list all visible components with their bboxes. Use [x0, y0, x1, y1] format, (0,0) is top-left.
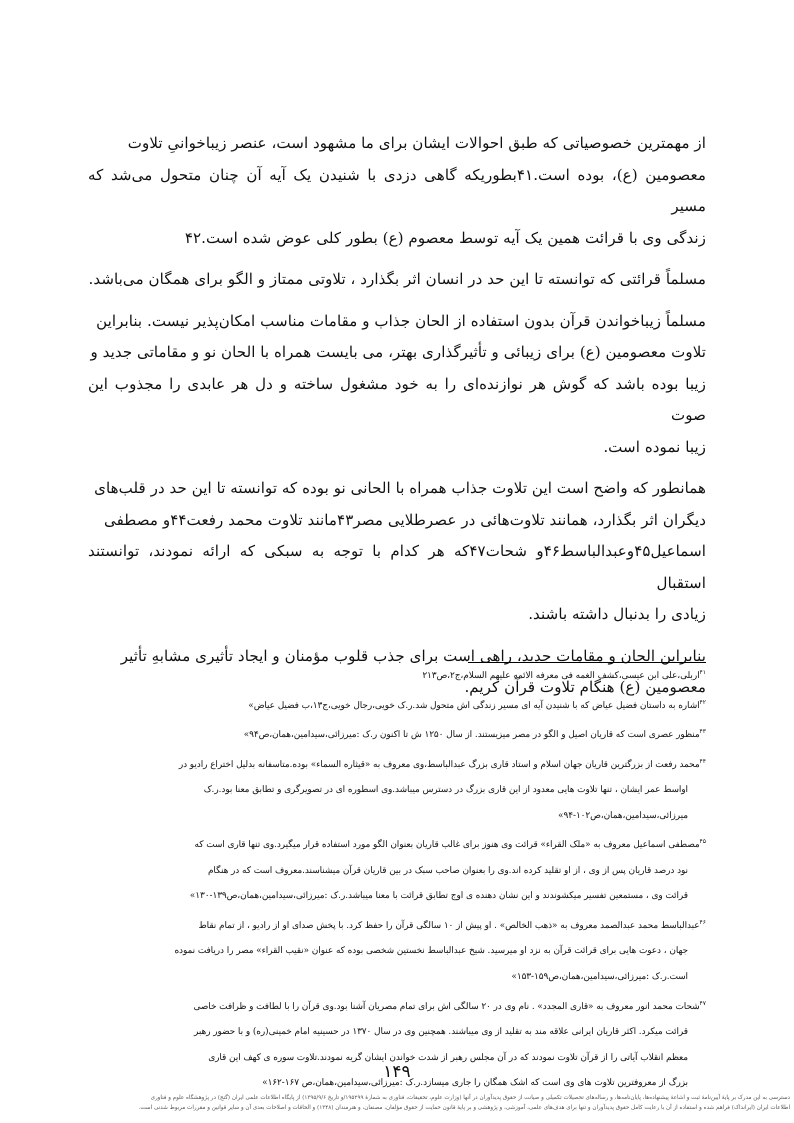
footnote-number: ۴۵ [699, 838, 706, 846]
paragraph-3 [88, 306, 706, 464]
footnote-number: ۴۲ [699, 698, 706, 706]
footer-line: دسترسی به این مدرک بر پایهٔ آیین‌نامهٔ ثبت و اشاعهٔ پیشنهاده‌ها، پایان‌نامه‌ها، و رساله‌های تحصیلات تکمیلی و صیانت از حقوق پدیدآوران در آنها (وزارت علوم، تحقیقات، فناوری به شمارهٔ ۱۹۵۲۹۹/و تاریخ ۱۳۹۵/۹/۶) از پایگاه اطلاعات علمی ایران (گنج) در پژوهشگاه علوم و فناوری [150, 1095, 790, 1101]
page-number: ۱۴۹ [383, 1062, 411, 1082]
footnote-text: معظم انقلاب آیاتی را از قرآن تلاوت نمودند که در آن مجلس رهبر از شدت خواندن ایشان گریه نمودند.تلاوت سوره ی کهف این قاری [208, 1052, 688, 1063]
footnote-text: مصطفی اسماعیل معروف به «ملک القراء» قرائت وی هنوز برای غالب قاریان بعنوان الگو مورد استفاده قرار میگیرد.وی تنها قاری است که [194, 840, 700, 851]
footnote-46 [88, 910, 706, 940]
footnote-44-cont [88, 804, 706, 830]
footer-line: اطلاعات ایران (ایرانداک) فراهم شده و استفاده از آن با رعایت کامل حقوق پدیدآوران و تنها برای هدف‌های علمی، آموزشی، و پژوهشی و بر پایهٔ قانون حمایت از حقوق مؤلفان، مصنفان، و هنرمندان (۱۳۴۸) و الحاقات و اصلاحات بعدی آن و سایر قوانین و مقررات مربوط شدنی است. [138, 1105, 790, 1111]
paragraph-line: زیبا بوده باشد که گوش هر نوازنده‌ای را به خود مشغول ساخته و دل هر عابدی را مجذوب این صوت [88, 374, 706, 424]
footnotes [88, 660, 706, 1097]
paragraph-line: مسلماً زیباخواندن قرآن بدون استفاده از الحان جذاب و مقامات مناسب امکان‌پذیر نیست. بنابراین [96, 311, 706, 330]
footnote-text: منظور عصری است که قاریان اصیل و الگو در مصر میزیستند. از سال ۱۲۵۰ ش تا اکنون ر.ک :میرزائی،سیدامین،همان،ص۹۴» [243, 729, 700, 740]
footnote-text: محمد رفعت از بزرگترین قاریان جهان اسلام و استاد قاری بزرگ عبدالباسط،وی معروف به «قیثاره السماء» بوده.متاسفانه بدلیل اختراع رادیو در [178, 759, 700, 770]
paragraph-line: معصومین (ع) هنگام تلاوت قرآن کریم. [464, 678, 706, 696]
footnote-45-cont [88, 859, 706, 885]
footnote-41 [88, 660, 706, 690]
footnote-45-cont [88, 884, 706, 910]
footnote-number: ۴۱ [699, 669, 706, 676]
footnote-text: قرائت میکرد. اکثر قاریان ایرانی علاقه مند به تقلید از وی میباشند. همچنین وی در سال ۱۳۷۰ در حسینیه امام خمینی(ره) و با حضور رهبر [194, 1027, 688, 1038]
footnote-text: اربلی،علی ابن عیسی،کشف الغمه فی معرفه الائمه علیهم السلام،ج۲،ص۲۱۳ [422, 670, 700, 681]
paragraph-line: مسلماً قرائتی که توانسته تا این حد در انسان اثر بگذارد ، تلاوتی ممتاز و الگو برای همگان می‌باشد. [88, 270, 706, 288]
paragraph-line: از مهمترین خصوصیاتی که طبق احوالات ایشان برای ما مشهود است، عنصر زیباخوانیِ تلاوت [127, 134, 706, 152]
footnote-46-cont [88, 939, 706, 965]
footnote-43 [88, 719, 706, 749]
footnote-number: ۴۶ [699, 918, 706, 926]
paragraph-line: زیبا نموده است. [603, 437, 706, 456]
paragraph-line: همانطور که واضح است این تلاوت جذاب همراه با الحانی نو بوده که توانسته تا این حد در قلب‌های [94, 479, 706, 497]
copyright-footer [4, 1093, 790, 1113]
footnote-46-cont [88, 965, 706, 991]
footnote-42 [88, 690, 706, 720]
footnote-text: اواسط عمر ایشان ، تنها تلاوت هایی معدود از این قاری بزرگ در دسترس میباشد.وی اسطوره ای در تصویرگری و تطابق معنا بود.ر.ک [203, 785, 688, 796]
footnote-text: عبدالباسط محمد عبدالصمد معروف به «ذهب الخالص» . او پیش از ۱۰ سالگی قرآن را حفظ کرد. با پخش صدای او از رادیو ، از تمام نقاط [198, 920, 700, 931]
paragraph-4 [88, 473, 706, 631]
footnote-47-cont [88, 1020, 706, 1046]
footnote-text: میرزائی،سیدامین،همان،ص۱۰۲-۹۴» [558, 810, 688, 821]
paragraph-2 [88, 264, 706, 296]
footnote-text: قرائت وی ، مستمعین تفسیر میکشوندند و این نشان دهنده ی اوج تطابق قرائت با معنا میباشد.ر.ک :میرزائی،سیدامین،همان،ص۱۳۹-۱۳۰» [189, 891, 688, 902]
footnote-44 [88, 749, 706, 779]
paragraph-line: معصومین (ع)، بوده است.۴۱بطوریکه گاهی دزدی با شنیدن یک آیه آن چنان متحول می‌شد که مسیر [88, 165, 706, 215]
footnote-45 [88, 829, 706, 859]
footnote-text: شحات محمد انور معروف به «قاری المجدد» . نام وی در ۲۰ سالگی اش برای تمام مصریان آشنا بود.وی قرآن را با لطافت و ظرافت خاصی [193, 1001, 700, 1012]
footnote-text: نود درصد قاریان پس از وی ، از او تقلید کرده اند.وی را بعنوان صاحب سبک در بین قاریان قرآن میشناسند.معروف است که در هنگام [207, 865, 688, 876]
footnote-number: ۴۷ [699, 999, 706, 1007]
footnote-text: بزرگ از معروفترین تلاوت های وی است که اشک همگان را جاری میسازد.ر.ک :میرزائی،سیدامین،همان،ص ۱۶۷-۱۶۲» [262, 1078, 688, 1089]
footnote-47 [88, 991, 706, 1021]
paragraph-line: تلاوت معصومین (ع) برای زیبائی و تأثیرگذاری بهتر، می بایست همراه با الحان نو و مقاماتی جدید و [90, 343, 706, 361]
paragraph-line: بنابراین الحان و مقامات جدید، راهی است برای جذب قلوب مؤمنان و ایجاد تأثیری مشابهِ تأثیر [120, 646, 706, 665]
footnote-text: است.ر.ک :میرزائی،سیدامین،همان،ص۱۵۹-۱۵۳» [511, 972, 688, 983]
footnote-44-cont [88, 778, 706, 804]
paragraph-1 [88, 128, 706, 254]
paragraph-line: زندگی وی با قرائت همین یک آیه توسط معصوم (ع) بطور کلی عوض شده است.۴۲ [184, 228, 706, 247]
paragraph-line: دیگران اثر بگذارد، همانند تلاوت‌هائی در عصرطلایی مصر۴۳مانند تلاوت محمد رفعت۴۴و مصطفی [103, 510, 706, 529]
footnote-number: ۴۴ [699, 757, 706, 765]
paragraph-line: زیادی را بدنبال داشته باشند. [528, 605, 706, 623]
footnote-text: جهان ، دعوت هایی برای قرائت قرآن به نزد او میرسید. شیخ عبدالباسط نخستین شخصی بوده که عنوان «نقیب القراء» مصر را دریافت نموده [174, 946, 688, 957]
footnote-text: اشاره به داستان فضیل عیاض که با شنیدن آیه ای مسیر زندگی اش متحول شد.ر.ک خویی،رجال خویی،ج۱۳،ب فضیل عیاض» [248, 700, 700, 711]
main-text [88, 128, 706, 714]
footnote-number: ۴۳ [699, 728, 706, 736]
paragraph-line: اسماعیل۴۵وعبدالباسط۴۶و شحات۴۷که هر کدام با توجه به سبکی که ارائه نمودند، توانستند استقبال [88, 542, 707, 592]
